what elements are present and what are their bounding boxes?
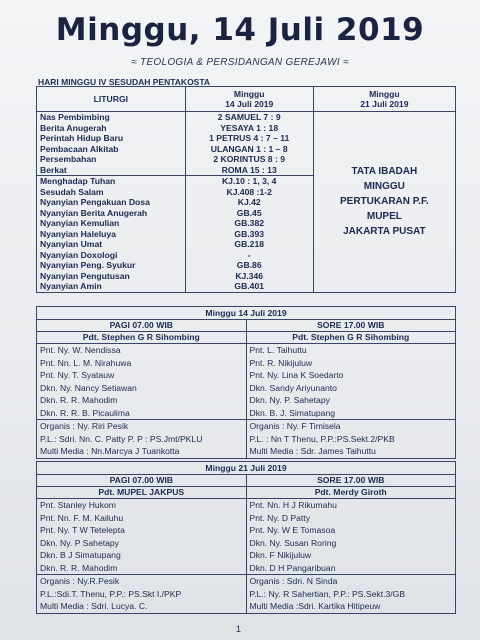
liturgy-col-header [37, 87, 186, 112]
reading-value: ROMA 15 : 13 [221, 164, 277, 175]
week1-pagi-names-cell [37, 344, 247, 420]
page-number: 1 [236, 624, 242, 634]
week1-time-row [37, 320, 456, 332]
week2-sore-pastor: Pdt. Merdy Giroth [246, 487, 456, 499]
week1-sore-time: SORE 17.00 WIB [246, 320, 456, 332]
liturgy-header-row [37, 87, 456, 112]
list-item: P.L.:Sdi.T. Thenu, P.P.: PS.Skt I./PKP [40, 588, 182, 599]
week2-pagi-names-cell [37, 499, 247, 575]
song-label: Nyanyian Pengakuan Dosa [40, 197, 150, 207]
list-item: Dkn. Ny. Nancy Setiawan [40, 382, 137, 393]
list-item: Multi Media : Sdri. Lucya. C. [40, 601, 148, 611]
songs-values [189, 176, 310, 292]
song-value: - [247, 249, 251, 260]
week2-sore-org-cell [246, 575, 456, 614]
song-value: GB.218 [234, 239, 265, 249]
reading-value: YESAYA 1 : 18 [220, 122, 279, 133]
songs-values-cell [185, 176, 313, 293]
list-item: Dkn. R. R. Mahodim [40, 395, 118, 405]
date-col-2-line1: Minggu [369, 89, 400, 99]
list-item: Organis : Ny.R.Pesik [40, 576, 120, 586]
week1-names-row [37, 344, 456, 420]
tata-ibadah-line: PERTUKARAN P.F. [340, 196, 429, 208]
week2-sore-names [250, 499, 453, 574]
list-item: Dkn. R. R. B. Picaulima [40, 407, 130, 418]
readings-row [37, 112, 456, 176]
date-col-1-line1: Minggu [233, 89, 265, 99]
week1-org-row [37, 420, 456, 459]
reading-value: 2 SAMUEL 7 : 9 [217, 112, 281, 122]
schedule-table-week2 [36, 461, 456, 614]
week1-date: Minggu 14 Juli 2019 [37, 307, 456, 320]
date-col-header-1 [185, 87, 313, 112]
list-item: Organis : Ny. F Timisela [249, 421, 341, 431]
list-item: Pnt. Ny. W E Tomasoa [249, 525, 336, 535]
week1-sore-org [250, 420, 453, 458]
date-col-2-line2: 21 Juli 2019 [360, 99, 409, 109]
list-item: Dkn. D H Pangaribuan [249, 562, 336, 573]
list-item: Pnt. R. Nikijuluw [249, 357, 313, 368]
song-label: Nyanyian Peng. Syukur [40, 260, 136, 270]
list-item: Dkn. R. R. Mahodim [40, 562, 118, 573]
songs-labels-cell [37, 176, 186, 293]
page-title: Minggu, 14 Juli 2019 [55, 12, 425, 48]
week1-sore-pastor: Pdt. Stephen G R Sihombing [246, 332, 456, 344]
reading-value: 2 KORINTUS 8 : 9 [213, 154, 286, 164]
readings-labels-cell [37, 112, 186, 176]
song-value: KJ.10 : 1, 3, 4 [221, 176, 277, 186]
week1-sore-names [250, 344, 453, 419]
list-item: Multi Media :Sdri. Kartika Hitipeuw [249, 601, 381, 611]
tata-ibadah-line: JAKARTA PUSAT [343, 226, 426, 238]
list-item: Pnt. L. Taihuttu [249, 345, 307, 355]
week1-pagi-names [40, 344, 243, 419]
readings-values-cell [185, 112, 313, 176]
readings-values [189, 112, 310, 175]
week1-pastor-row [37, 332, 456, 344]
list-item: Dkn. Ny. P Sahetapy [40, 537, 119, 548]
week2-pagi-time: PAGI 07.00 WIB [37, 475, 247, 487]
song-label: Nyanyian Doxologi [40, 249, 118, 260]
week1-pagi-org [40, 420, 243, 458]
song-value: GB.393 [234, 228, 265, 239]
liturgy-col-label: LITURGI [93, 94, 129, 104]
song-value: GB.401 [234, 281, 265, 291]
song-value: KJ.408 :1-2 [226, 186, 272, 197]
section-heading: HARI MINGGU IV SESUDAH PENTAKOSTA [38, 77, 211, 87]
week1-sore-org-cell [246, 420, 456, 459]
song-value: KJ.42 [237, 197, 261, 207]
liturgy-table [36, 86, 456, 293]
date-col-header-2 [313, 87, 455, 112]
tata-ibadah-line: MINGGU [363, 181, 405, 193]
song-label: Nyanyian Amin [40, 281, 102, 291]
tata-ibadah-text [317, 164, 452, 239]
song-label: Nyanyian Kemulian [40, 218, 120, 228]
list-item: Pnt. Ny. T. Syatauw [40, 370, 115, 380]
list-item: P.L. : Nn T Thenu, P.P.:PS.Sekt.2/PKB [249, 433, 395, 444]
readings-labels [40, 112, 182, 175]
week2-names-row [37, 499, 456, 575]
week2-sore-names-cell [246, 499, 456, 575]
tata-ibadah-line: TATA IBADAH [351, 166, 418, 178]
week2-pagi-org-cell [37, 575, 247, 614]
week2-pagi-names [40, 499, 243, 574]
list-item: Dkn. Sandy Ariyunanto [249, 382, 337, 393]
week1-pagi-pastor: Pdt. Stephen G R Sihombing [37, 332, 247, 344]
list-item: Pnt. Stanley Hukom [40, 500, 116, 510]
list-item: Dkn. B J Simatupang [40, 550, 121, 560]
list-item: Dkn. Ny. Susan Roring [249, 537, 337, 548]
week1-sore-names-cell [246, 344, 456, 420]
list-item: Multi Media : Sdr. James Taihuttu [249, 446, 376, 456]
song-label: Nyanyian Haleluya [40, 228, 116, 239]
list-item: Pnt. Ny. D Patty [249, 512, 310, 523]
list-item: Pnt. Nn. L. M. Nirahuwa [40, 357, 132, 368]
song-label: Nyanyian Umat [40, 239, 103, 249]
list-item: Multi Media : Nn.Marcya J Tuankotta [40, 446, 180, 456]
list-item: Organis : Ny. Riri Pesik [40, 421, 129, 431]
reading-label: Pembacaan Alkitab [40, 143, 119, 154]
tata-ibadah-line: MUPEL [366, 211, 402, 223]
reading-label: Persembahan [40, 154, 97, 164]
song-label: Sesudah Salam [40, 186, 104, 197]
song-value: KJ.346 [235, 270, 264, 281]
list-item: Organis : Sdri. N Sinda [249, 576, 338, 586]
week2-pastor-row [37, 487, 456, 499]
song-value: GB.382 [234, 218, 265, 228]
schedule-table-week1 [36, 306, 456, 459]
tata-ibadah-cell [313, 112, 455, 293]
list-item: Pnt. Nn. F. M. Kailuhu [40, 512, 124, 523]
week2-pagi-org [40, 575, 243, 613]
reading-label: Berkat [40, 164, 67, 175]
week1-pagi-org-cell [37, 420, 247, 459]
song-label: Nyanyian Pengutusan [40, 270, 130, 281]
date-col-1-line2: 14 Juli 2019 [225, 99, 274, 109]
week1-pagi-time: PAGI 07.00 WIB [37, 320, 247, 332]
week2-time-row [37, 475, 456, 487]
week1-date-row [37, 307, 456, 320]
songs-labels [40, 176, 182, 292]
reading-label: Berita Anugerah [40, 122, 107, 133]
list-item: Pnt. Ny. T W Tetelepta [40, 525, 125, 535]
week2-sore-time: SORE 17.00 WIB [246, 475, 456, 487]
week2-org-row [37, 575, 456, 614]
reading-value: 1 PETRUS 4 : 7 – 11 [209, 133, 290, 143]
list-item: Pnt. Ny. W. Nendissa [40, 345, 121, 355]
list-item: Dkn. B. J. Simatupang [249, 407, 336, 418]
reading-label: Nas Pembimbing [40, 112, 110, 122]
reading-label: Perintah Hidup Baru [40, 133, 124, 143]
song-value: GB.86 [236, 260, 262, 270]
song-value: GB.45 [236, 207, 262, 218]
list-item: P.L.: Ny. R Sahertian, P.P.: PS.Sekt.3/GB [249, 588, 406, 599]
week2-date-row [37, 462, 456, 475]
list-item: Dkn. Ny. P. Sahetapy [249, 395, 330, 405]
week2-pagi-pastor: Pdt. MUPEL JAKPUS [37, 487, 247, 499]
song-label: Nyanyian Berita Anugerah [40, 207, 148, 218]
page-subtitle: ≈ TEOLOGIA & PERSIDANGAN GEREJAWI ≈ [131, 57, 349, 68]
list-item: Pnt. Ny. Lina K Soedarto [249, 370, 344, 380]
list-item: P.L.: Sdri. Nn. C. Patty P. P : PS.Jmt/PKLU [40, 433, 203, 444]
reading-value: ULANGAN 1 : 1 – 8 [210, 143, 288, 154]
song-label: Menghadap Tuhan [40, 176, 116, 186]
week2-date: Minggu 21 Juli 2019 [37, 462, 456, 475]
list-item: Dkn. F Nikijuluw [249, 550, 312, 560]
week2-sore-org [250, 575, 453, 613]
list-item: Pnt. Nn. H J Rikumahu [249, 500, 337, 510]
